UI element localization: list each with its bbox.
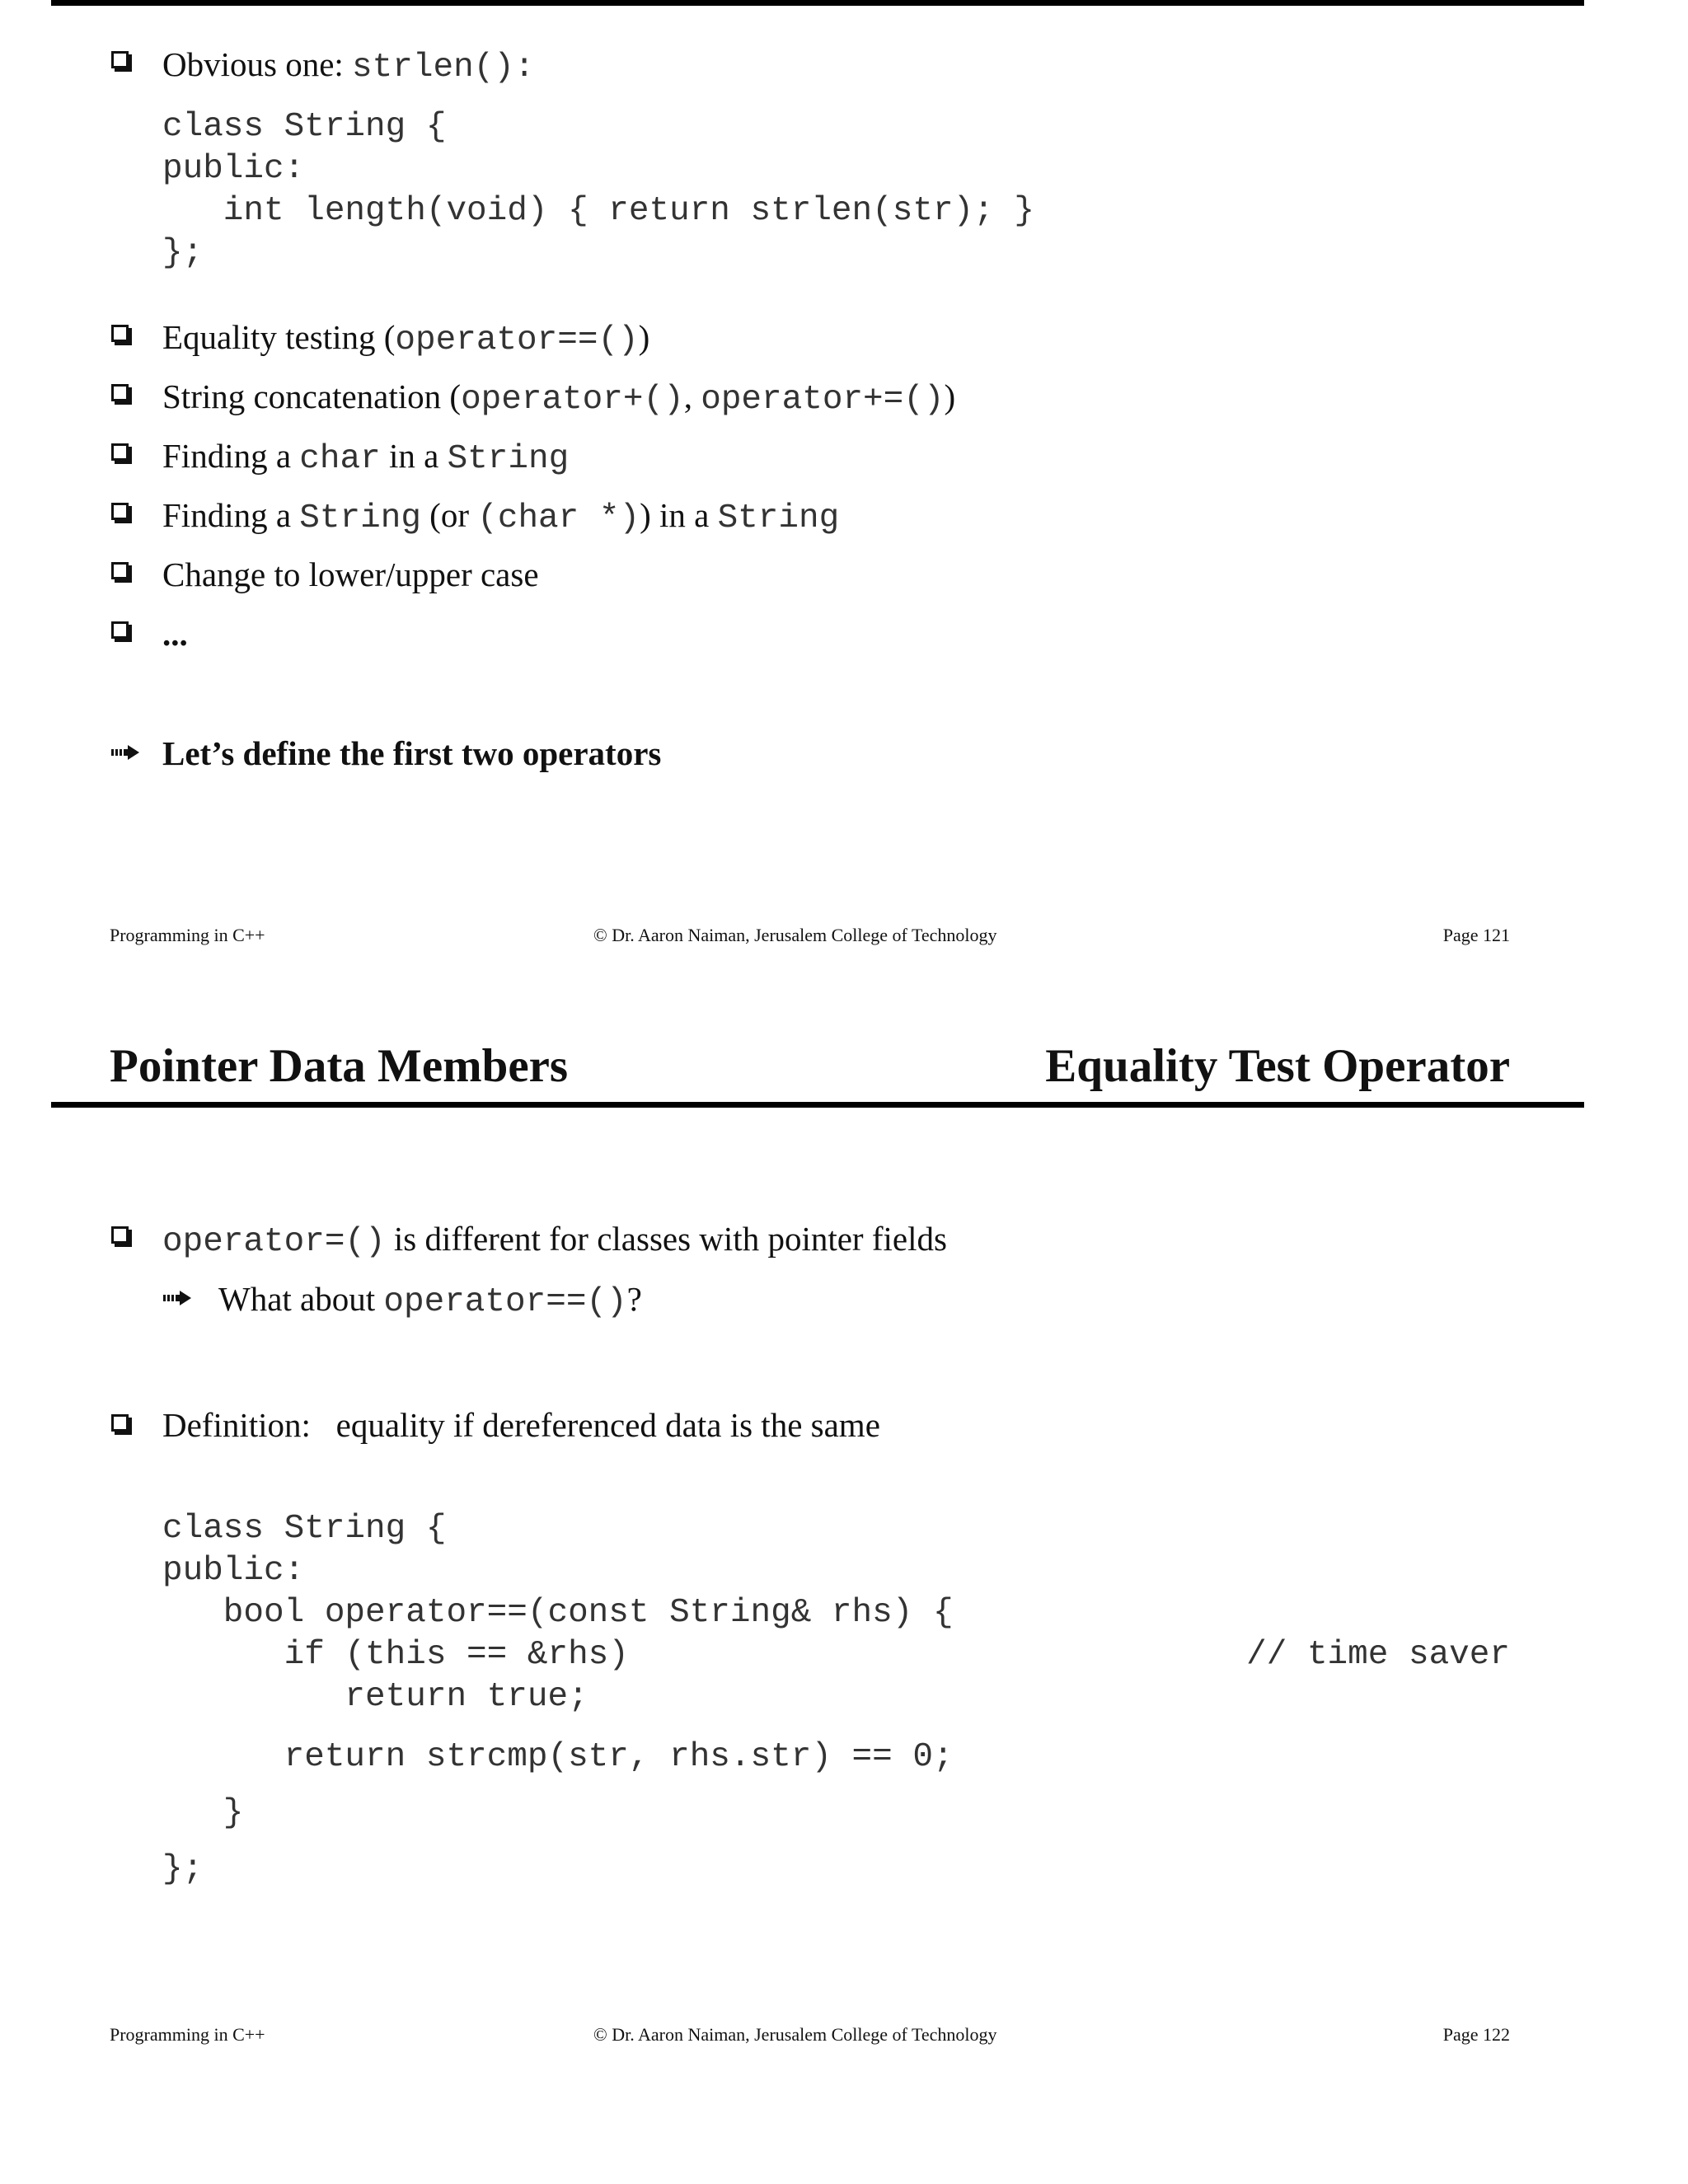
- code-line: };: [162, 234, 204, 272]
- bullet-obvious-code: strlen():: [352, 49, 535, 87]
- code-line: public:: [162, 1552, 305, 1590]
- checkbox-bullet-icon: [111, 1414, 129, 1432]
- code-line: public:: [162, 150, 305, 188]
- bullet-text-span: (or: [420, 496, 478, 534]
- code-line: return true;: [162, 1678, 588, 1716]
- arrow-bullet-icon: [111, 745, 139, 760]
- bullet-text-span: Change to lower/upper case: [162, 555, 539, 593]
- footer-page-number: Page 122: [1442, 2024, 1510, 2045]
- bullet-obvious: [162, 45, 535, 87]
- page-title-right: Equality Test Operator: [1045, 1040, 1510, 1092]
- code-line: class String {: [162, 1510, 447, 1548]
- checkbox-bullet-icon: [111, 325, 129, 342]
- bullet-item: [162, 555, 539, 593]
- bullet-code-span: (char *): [477, 499, 640, 537]
- bullet-code-span: operator==(): [395, 321, 639, 359]
- arrow-note: Let’s define the first two operators: [162, 734, 662, 772]
- bullet-text-span: Finding a: [162, 496, 300, 534]
- checkbox-bullet-icon: [111, 384, 129, 401]
- arrow-bullet-icon: [163, 1291, 191, 1305]
- bullet-item: [162, 617, 188, 651]
- footer-left: Programming in C++: [110, 2024, 265, 2045]
- checkbox-bullet-icon: [111, 443, 129, 461]
- bullet-item: [162, 318, 650, 359]
- code-line: };: [162, 1850, 204, 1888]
- sub-bullet-text: What about: [218, 1280, 384, 1318]
- bullet-item: [162, 439, 569, 476]
- bullet-definition: Definition: equality if dereferenced data is the same: [162, 1406, 880, 1444]
- bullet-code-span: String: [717, 499, 840, 537]
- bullet-obvious-text: Obvious one:: [162, 45, 353, 83]
- footer-center: © Dr. Aaron Naiman, Jerusalem College of Technology: [593, 925, 997, 945]
- code-line: bool operator==(const String& rhs) {: [162, 1594, 954, 1632]
- code-comment: // time saver: [1246, 1636, 1510, 1674]
- bullet-text-span: String concatenation (: [162, 377, 462, 415]
- title-rule: [51, 1102, 1584, 1108]
- footer-left: Programming in C++: [110, 925, 265, 945]
- bullet-code-span: String: [299, 499, 421, 537]
- footer-center: © Dr. Aaron Naiman, Jerusalem College of Technology: [593, 2024, 997, 2045]
- bullet-text-span: ,: [683, 377, 701, 415]
- bullet-text-span: ...: [162, 615, 188, 653]
- page-title-left: Pointer Data Members: [110, 1040, 569, 1092]
- top-rule: [51, 0, 1584, 6]
- bullet-text-span: in a: [380, 437, 448, 475]
- code-line: int length(void) { return strlen(str); }: [162, 192, 1034, 230]
- bullet-operator-assign-text: is different for classes with pointer fields: [385, 1220, 947, 1258]
- sub-bullet-suffix: ?: [626, 1280, 642, 1318]
- sub-bullet-question: [218, 1282, 642, 1319]
- code-line: }: [162, 1794, 244, 1832]
- bullet-text-span: ): [944, 377, 956, 415]
- bullet-code-span: operator+=(): [701, 381, 945, 419]
- checkbox-bullet-icon: [111, 1226, 129, 1244]
- bullet-operator-assign-code: operator=(): [162, 1223, 386, 1261]
- bullet-item: [162, 496, 840, 537]
- sub-bullet-code: operator==(): [383, 1283, 627, 1321]
- bullet-text-span: Equality testing (: [162, 318, 396, 356]
- code-line: if (this == &rhs): [162, 1636, 629, 1674]
- footer-page-number: Page 121: [1442, 925, 1510, 945]
- bullet-operator-assign: [162, 1222, 947, 1259]
- bullet-code-span: String: [447, 440, 570, 478]
- bullet-text-span: ): [638, 318, 650, 356]
- bullet-code-span: operator+(): [461, 381, 684, 419]
- bullet-item: [162, 377, 956, 419]
- checkbox-bullet-icon: [111, 562, 129, 579]
- checkbox-bullet-icon: [111, 51, 129, 68]
- code-line: return strcmp(str, rhs.str) == 0;: [162, 1738, 954, 1776]
- bullet-text-span: Finding a: [162, 437, 300, 475]
- code-line: class String {: [162, 108, 447, 146]
- checkbox-bullet-icon: [111, 503, 129, 520]
- bullet-text-span: ) in a: [640, 496, 718, 534]
- bullet-code-span: char: [299, 440, 381, 478]
- checkbox-bullet-icon: [111, 621, 129, 639]
